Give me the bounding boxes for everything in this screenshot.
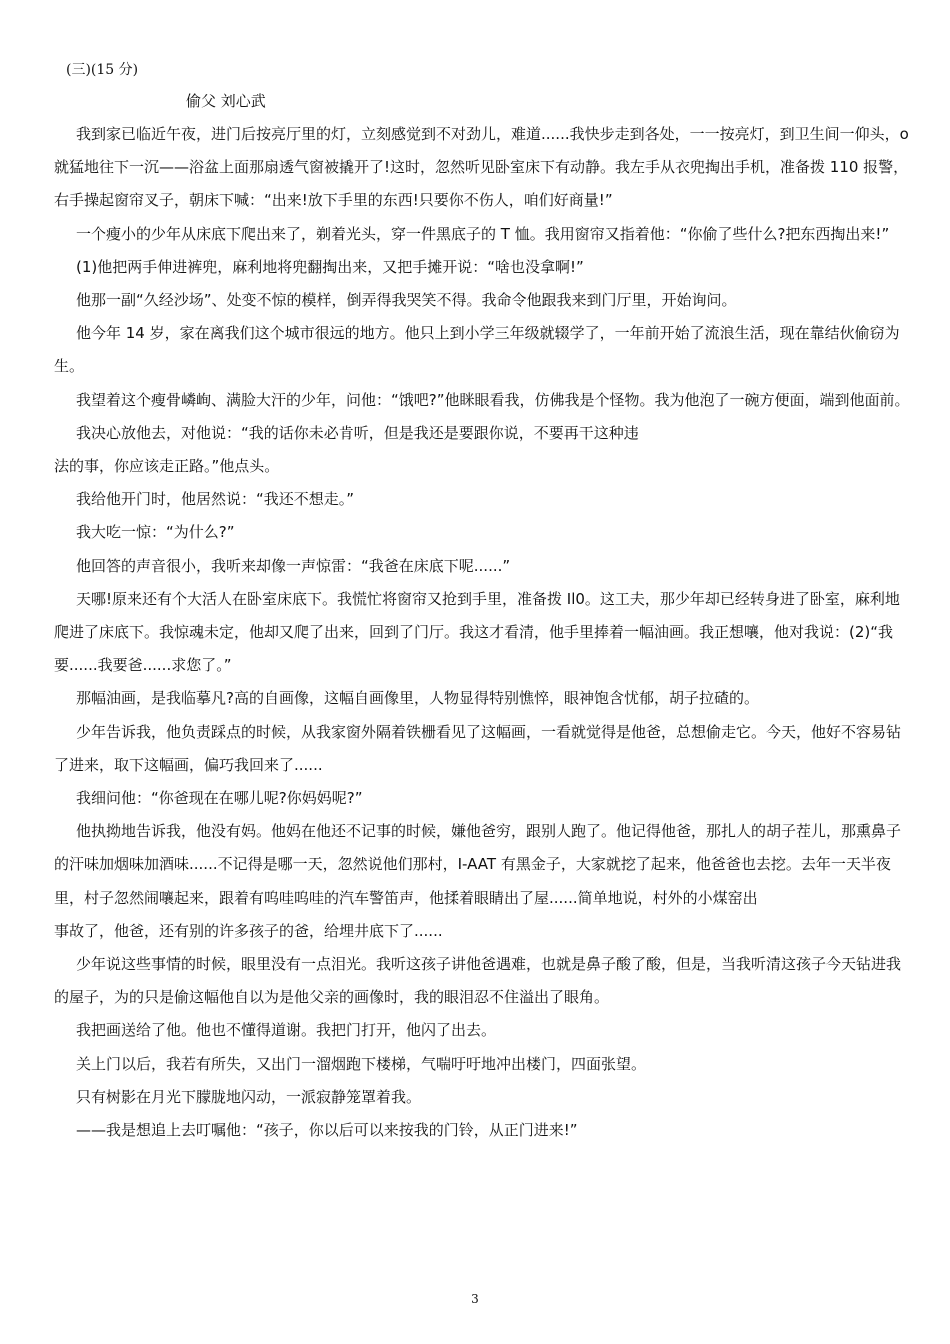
paragraph: 我给他开门时，他居然说：“我还不想走。” [76,490,355,509]
paragraph: 我大吃一惊：“为什么?” [76,523,235,542]
paragraph: 他那一副“久经沙场”、处变不惊的模样，倒弄得我哭笑不得。我命令他跟我来到门厅里，开始询问。 [76,291,737,310]
paragraph: 那幅油画，是我临摹凡?高的自画像，这幅自画像里，人物显得特别憔悴，眼神饱含忧郁，胡子拉碴的。 [76,689,759,708]
paragraph: 他执拗地告诉我，他没有妈。他妈在他还不记事的时候，嫌他爸穷，跟别人跑了。他记得他爸，那扎人的胡子茬儿，那熏鼻子的汗味加烟味加酒味......不记得是哪一天，忽然说他们那村，I-AAT 有黑金子，大家就挖了起来，他爸爸也去挖。去年一天半夜里，村子忽然闹嚷起来，跟着有呜哇呜哇的汽车警笛声，他揉着眼睛出了屋......简单地说，村外的小煤窑出 [54,822,902,907]
paragraph: 我望着这个瘦骨嶙峋、满脸大汗的少年，问他：“饿吧?”他眯眼看我，仿佛我是个怪物。我为他泡了一碗方便面，端到他面前。 [76,390,910,409]
paragraph: ——我是想追上去叮嘱他：“孩子，你以后可以来按我的门铃，从正门进来!” [76,1121,578,1140]
paragraph: 他回答的声音很小，我听来却像一声惊雷：“我爸在床底下呢......” [76,556,511,575]
paragraph-continuation: 事故了，他爸，还有别的许多孩子的爸，给埋井底下了...... [54,921,443,940]
paragraph: 少年说这些事情的时候，眼里没有一点泪光。我听这孩子讲他爸遇难，也就是鼻子酸了酸，但是，当我听清这孩子今天钻进我的屋子，为的只是偷这幅他自以为是他父亲的画像时，我的眼泪忍不住溢出了眼角。 [54,955,902,1007]
paragraph: 天哪!原来还有个大活人在卧室床底下。我慌忙将窗帘又抢到手里，准备拨 Il0。这工夫，那少年却已经转身进了卧室，麻利地爬进了床底下。我惊魂未定，他却又爬了出来，回到了门厅。我这才看清，他手里捧着一幅油画。我正想嚷，他对我说：(2)“我要......我要爸......求您了。” [54,589,900,675]
paragraph: 只有树影在月光下朦胧地闪动，一派寂静笼罩着我。 [76,1087,422,1106]
paragraph: 我到家已临近午夜，进门后按亮厅里的灯，立刻感觉到不对劲儿，难道......我快步走到各处，一一按亮灯，到卫生间一仰头，o 就猛地往下一沉——浴盆上面那扇透气窗被撬开了!这时，忽然听见卧室床下有动静。我左手从衣兜掏出手机，准备拨 110 报警，右手操起窗帘叉子，朝床下喊：“出来!放下手里的东西!只要你不伤人，咱们好商量!” [54,125,909,210]
paragraph: (1)他把两手伸进裤兜，麻利地将兜翻掏出来，又把手摊开说：“啥也没拿啊!” [76,257,584,276]
paragraph: 他今年 14 岁，家在离我们这个城市很远的地方。他只上到小学三年级就辍学了，一年前开始了流浪生活，现在靠结伙偷窃为生。 [54,324,900,376]
paragraph: 我把画送给了他。他也不懂得道谢。我把门打开，他闪了出去。 [76,1021,497,1040]
section-heading: (三)(15 分) [66,62,139,78]
article-title: 偷父 刘心武 [186,92,266,110]
paragraph: 关上门以后，我若有所失，又出门一溜烟跑下楼梯，气喘吁吁地冲出楼门，四面张望。 [76,1054,647,1073]
paragraph: 我决心放他去，对他说：“我的话你未必肯听，但是我还是要跟你说，不要再干这种违 [76,423,639,442]
paragraph: 我细问他：“你爸现在在哪儿呢?你妈妈呢?” [76,789,363,808]
paragraph: 一个瘦小的少年从床底下爬出来了，剃着光头，穿一件黑底子的 T 恤。我用窗帘又指着他：“你偷了些什么?把东西掏出来!” [76,224,890,243]
page-number: 3 [471,1292,479,1306]
paragraph: 少年告诉我，他负责踩点的时候，从我家窗外隔着铁栅看见了这幅画，一看就觉得是他爸，总想偷走它。今天，他好不容易钻了进来，取下这幅画，偏巧我回来了...... [54,722,902,774]
paragraph-continuation: 法的事，你应该走正路。”他点头。 [54,457,280,476]
document-page [54,56,910,1147]
